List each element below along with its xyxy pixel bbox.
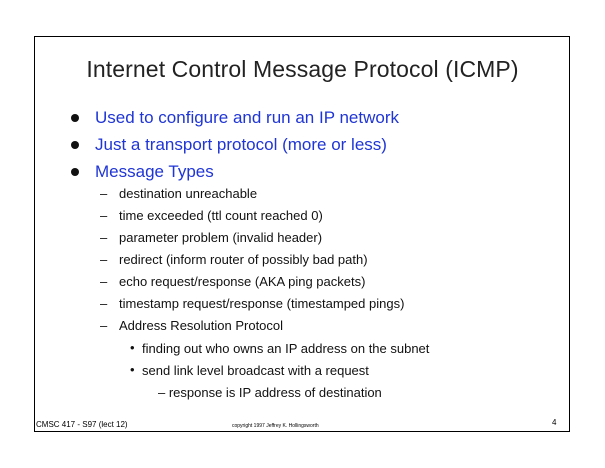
small-bullet-icon: • [130,362,135,377]
dash-icon: – [100,230,108,245]
page-number: 4 [552,418,557,427]
dash-icon: – [100,274,108,289]
sub-sub-item-text: send link level broadcast with a request [142,363,369,378]
small-bullet-icon: • [130,340,135,355]
sub-item-text: destination unreachable [119,186,258,201]
sub-item-text: echo request/response (AKA ping packets) [119,274,366,289]
dash-icon: – [100,252,108,267]
bullet-text: Used to configure and run an IP network [95,108,399,127]
bullet-dot-icon [71,141,79,149]
sub-sub-item-text: finding out who owns an IP address on the subnet [142,341,430,356]
footer-copyright: copyright 1997 Jeffrey K. Hollingsworth [232,423,319,429]
sub-item-text: timestamp request/response (timestamped pings) [119,296,405,311]
dash-icon: – [100,208,108,223]
sub-item-text: parameter problem (invalid header) [119,230,323,245]
dash-icon: – [100,186,108,201]
footer-course: CMSC 417 - S97 (lect 12) [36,420,128,429]
slide-title: Internet Control Message Protocol (ICMP) [86,56,519,82]
dash-icon: – [100,318,108,333]
bullet-dot-icon [71,114,79,122]
bullet-dot-icon [71,168,79,176]
sub-sub-sub-item: – response is IP address of destination [158,385,382,400]
sub-item-text: redirect (inform router of possibly bad path) [119,252,368,267]
bullet-text: Message Types [95,162,214,181]
dash-icon: – [100,296,108,311]
sub-item-text: time exceeded (ttl count reached 0) [119,208,323,223]
bullet-text: Just a transport protocol (more or less) [95,135,387,154]
sub-item-text: Address Resolution Protocol [119,318,284,333]
